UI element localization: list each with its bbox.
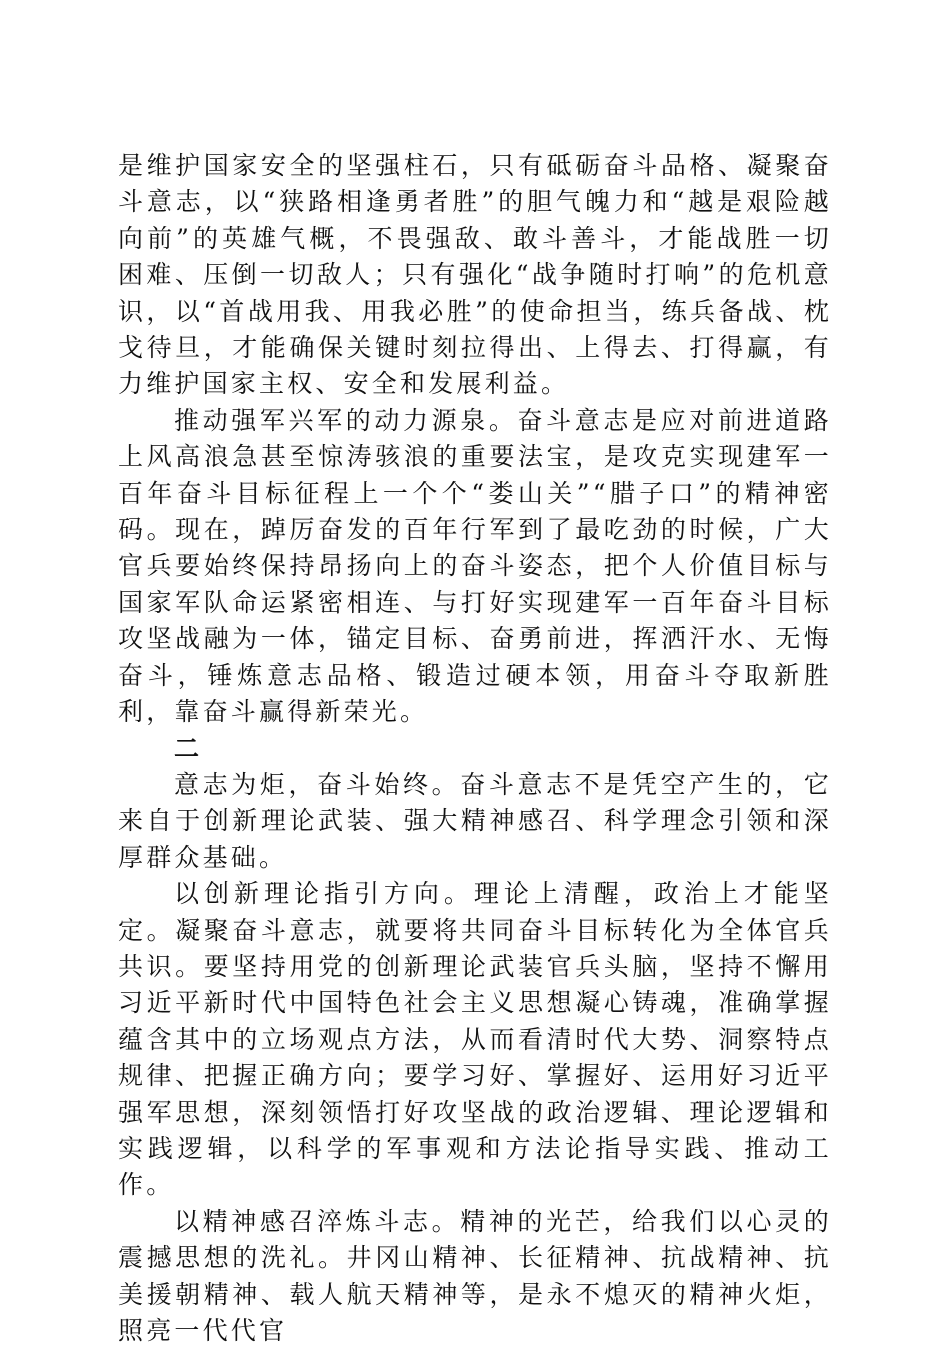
section-number: 二: [174, 733, 203, 763]
paragraph-3: 意志为炬，奋斗始终。奋斗意志不是凭空产生的，它来自于创新理论武装、强大精神感召、科学理念引领和深厚群众基础。: [118, 769, 832, 872]
paragraph-2: 推动强军兴军的动力源泉。奋斗意志是应对前进道路上风高浪急甚至惊涛骇浪的重要法宝，是攻克实现建军一百年奋斗目标征程上一个个“娄山关”“腊子口”的精神密码。现在，踔厉奋发的百年行军到了最吃劲的时候，广大官兵要始终保持昂扬向上的奋斗姿态，把个人价值目标与国家军队命运紧密相连、与打好实现建军一百年奋斗目标攻坚战融为一体，锚定目标、奋勇前进，挥洒汗水、无悔奋斗，锤炼意志品格、锻造过硬本领，用奋斗夺取新胜利，靠奋斗赢得新荣光。: [118, 405, 832, 727]
paragraph-4: 以创新理论指引方向。理论上清醒，政治上才能坚定。凝聚奋斗意志，就要将共同奋斗目标转化为全体官兵共识。要坚持用党的创新理论武装官兵头脑，坚持不懈用习近平新时代中国特色社会主义思想凝心铸魂，准确掌握蕴含其中的立场观点方法，从而看清时代大势、洞察特点规律、把握正确方向；要学习好、掌握好、运用好习近平强军思想，深刻领悟打好攻坚战的政治逻辑、理论逻辑和实践逻辑，以科学的军事观和方法论指导实践、推动工作。: [118, 879, 832, 1200]
paragraph-5: 以精神感召淬炼斗志。精神的光芒，给我们以心灵的震撼思想的洗礼。井冈山精神、长征精神、抗战精神、抗美援朝精神、载人航天精神等，是永不熄灭的精神火炬，照亮一代代官: [118, 1206, 832, 1345]
paragraph-1: 是维护国家安全的坚强柱石，只有砥砺奋斗品格、凝聚奋斗意志，以“狭路相逢勇者胜”的胆气魄力和“越是艰险越向前”的英雄气概，不畏强敌、敢斗善斗，才能战胜一切困难、压倒一切敌人；只有强化“战争随时打响”的危机意识，以“首战用我、用我必胜”的使命担当，练兵备战、枕戈待旦，才能确保关键时刻拉得出、上得去、打得赢，有力维护国家主权、安全和发展利益。: [118, 151, 832, 399]
document-page: [118, 148, 832, 1349]
